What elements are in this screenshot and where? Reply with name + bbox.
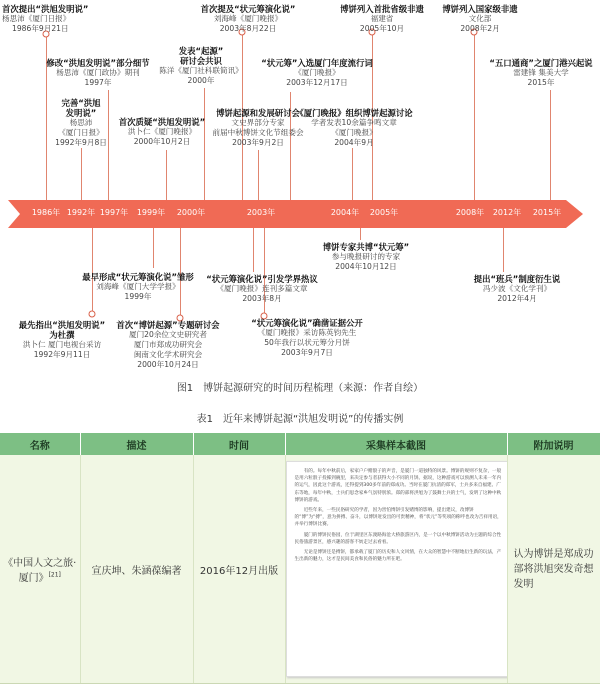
timeline-connector [352, 148, 353, 200]
timeline-event: 首次质疑“洪旭发明说” 洪卜仁《厦门晚报》 2000年10月2日 [118, 117, 206, 146]
timeline-event: 首次提及“状元筹演化说” 刘海峰《厦门晚报》 2003年8月22日 [200, 4, 296, 33]
year-label: 2008年 [455, 208, 485, 217]
year-label: 2003年 [246, 208, 276, 217]
column-header: 采集样本截图 [285, 433, 507, 455]
year-label: 1992年 [66, 208, 96, 217]
timeline-connector [550, 90, 551, 200]
timeline-event: 修改“洪旭发明说”部分细节 杨思沛《厦门政协》期刊 1997年 [46, 58, 150, 87]
table-header-row [0, 433, 600, 455]
propagation-table [0, 433, 600, 684]
timeline-event: 发表“起源” 研讨会共识 陈洋《厦门社科联简讯》 2000年 [159, 46, 243, 85]
year-label: 1997年 [99, 208, 129, 217]
timeline-connector [253, 228, 254, 272]
year-label: 2004年 [330, 208, 360, 217]
cell-description: 宣庆坤、朱涵葆编著 [80, 455, 193, 684]
timeline-event: 首次提出“洪旭发明说” 杨思沛《厦门日报》 1986年9月21日 [2, 4, 89, 33]
cell-name: 《中国人文之旅·厦门》[21] [0, 455, 80, 684]
year-label: 2005年 [369, 208, 399, 217]
sample-paragraph: 有的。每年中秋前后，家家户户赌骰子的声音，是厦门一道独特的风景。博饼的规则不复杂，一般是用六粒骰子投掷到碗里，来决定参与者获得大小不同的月饼。据说，这种游戏可以预测人未来一年内的运气，因此这个游戏，还得提到300多年前的郑成功。当时在厦门抗清的郑军，士兵多来自福建、广东等地，每年中秋，士兵们思念家乡气氛特别浓。郑的部将洪旭为了鼓舞士兵的士气，发明了这种中秋博饼的游戏。 [294, 469, 502, 503]
cell-sample [285, 455, 507, 684]
timeline-connector [258, 150, 259, 200]
year-label: 2012年 [492, 208, 522, 217]
timeline-event: 博饼起源和发展研讨会 文史界部分专家 前届中秋博饼文化节组委会 2003年9月2日 [212, 108, 304, 147]
timeline-event: “五口通商”之厦门港兴起说 雷建锋 集美大学 2015年 [489, 58, 593, 87]
sample-paragraph: 近些年来，一些民俗研究的学者，因为害怕博饼引发赌博的影响，提出建议，改博饼的“博”为“搏”，意为拼搏、奋斗，以博饼迸发出的可贵精神，将“状元”等奖项的称呼也改为吉祥用语，并举行博饼比赛。 [294, 508, 502, 528]
timeline-connector [166, 150, 167, 200]
column-header: 附加说明 [507, 433, 600, 455]
timeline-connector [153, 228, 154, 268]
timeline-event: 博饼专家共博“状元筹” 参与晚报研讨的专家 2004年10月12日 [322, 242, 410, 271]
table-caption: 表1 近年来博饼起源“洪旭发明说”的传播实例 [196, 414, 404, 425]
timeline-connector [503, 228, 504, 272]
sample-screenshot [286, 461, 514, 677]
timeline-event: 博饼列入国家级非遗 文化部 2008年2月 [442, 4, 518, 33]
timeline-event: 博饼列入首批省级非遗 福建省 2005年10月 [340, 4, 424, 33]
sample-paragraph: 厦门的博饼民俗园，位于湖里区东渡路海沧大桥旅游区内，是一个以中秋博饼活动为主题的综合性民俗旅游景区，感兴趣的游客不妨走过去看看。 [294, 532, 502, 545]
cell-time: 2016年12月出版 [193, 455, 285, 684]
timeline-event: 提出“班兵”制度衍生说 冯少波《文化学刊》 2012年4月 [473, 274, 561, 303]
timeline-event: “状元筹”入选厦门年度流行词 《厦门晚报》 2003年12月17日 [261, 58, 373, 87]
timeline-event: 《厦门晚报》组织博饼起源讨论 学者发表10余篇争鸣文章 《厦门晚报》 2004年9月 [295, 108, 413, 147]
timeline-event: “状元筹演化说”引发学界热议 《厦门晚报》连刊多篇文章 2003年8月 [206, 274, 318, 303]
timeline-event: 最早形成“状元筹演化说”雏形 刘海峰《厦门大学学报》 1999年 [82, 272, 194, 301]
column-header: 时间 [193, 433, 285, 455]
sample-paragraph: 无论是博饼还是搏饼，都承载了厦门的历史和人文风情，在大众的智慧中不断地衍生新的玩法，产生出新的魅力，这才是民间美食和民俗的魅力所在吧。 [294, 550, 502, 563]
cell-note: 认为博饼是郑成功部将洪旭突发奇想发明 [507, 455, 600, 684]
table-row [0, 455, 600, 684]
timeline-event: 最先指出“洪旭发明说” 为杜撰 洪卜仁 厦门电视台采访 1992年9月11日 [18, 320, 106, 359]
year-label: 1986年 [31, 208, 61, 217]
year-label: 1999年 [136, 208, 166, 217]
timeline-connector [474, 32, 475, 200]
timeline-connector [108, 90, 109, 200]
year-label: 2015年 [532, 208, 562, 217]
timeline-dot [89, 311, 96, 318]
column-header: 名称 [0, 433, 80, 455]
timeline-connector [81, 148, 82, 200]
year-label: 2000年 [176, 208, 206, 217]
timeline-event: “状元筹演化说”确凿证据公开 《厦门晚报》采访陈英钧先生 50年我行以状元筹分月饼 2003年9月7日 [251, 318, 363, 357]
timeline-connector [360, 228, 361, 240]
timeline-event: 首次“博饼起源”专题研讨会 厦门20余位文史研究者 厦门市郑成功研究会 闽南文化学术研究会 2000年10月24日 [116, 320, 220, 369]
timeline-event: 完善“洪旭 发明说” 杨思沛 《厦门日报》 1992年9月8日 [55, 98, 107, 147]
figure-caption: 图1 博饼起源研究的时间历程梳理（来源：作者自绘） [176, 383, 424, 394]
column-header: 描述 [80, 433, 193, 455]
